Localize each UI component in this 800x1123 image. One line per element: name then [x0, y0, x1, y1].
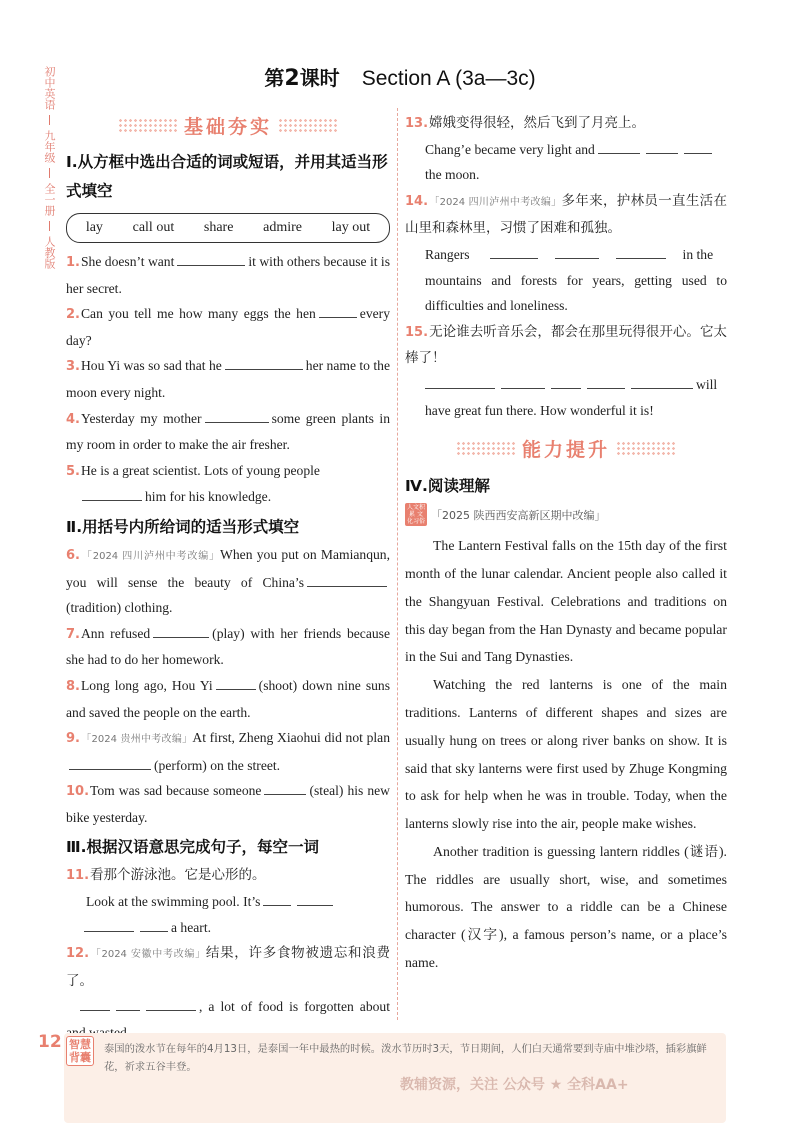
question-1: 1.She doesn’t want it with others because it is her secret. — [66, 254, 390, 296]
answer-blank[interactable] — [646, 140, 678, 154]
answer-blank[interactable] — [425, 375, 495, 389]
question-3: 3.Hou Yi was so sad that he her name to the moon every night. — [66, 358, 390, 400]
passage-paragraph: The Lantern Festival falls on the 15th day of the first month of the lunar calendar. Ancient people also called it the Shangyuan Festival. Celebrations and traditions on this day began from the Han Dynasty and became popular in the Sui and Tang Dynasties. — [405, 538, 727, 665]
answer-blank[interactable] — [307, 573, 387, 587]
answer-blank[interactable] — [140, 918, 168, 932]
answer-blank[interactable] — [501, 375, 545, 389]
question-15: 15.无论谁去听音乐会，都会在那里玩得很开心。它太棒了！ will have great fun there. How wonderful it is! — [405, 323, 727, 418]
question-7: 7.Ann refused (play) with her friends because she had to do her homework. — [66, 625, 390, 668]
source-tag: 「2024 贵州中考改编」 — [80, 734, 193, 746]
watermark: 教辅资源，关注 公众号 ★ 全科AA+ — [400, 1077, 629, 1093]
answer-blank[interactable] — [263, 892, 291, 906]
question-4: 4.Yesterday my mother some green plants in my room in order to make the air fresher. — [66, 410, 390, 453]
answer-blank[interactable] — [225, 356, 303, 370]
question-10: 10.Tom was sad because someone (steal) his new bike yesterday. — [66, 783, 390, 825]
reading-passage — [405, 532, 727, 977]
word-option: lay out — [331, 220, 371, 235]
word-box — [66, 213, 390, 243]
passage-paragraph: Another tradition is guessing lantern riddles (谜语). The riddles are usually short, wise, and sometimes humorous. The answer to a riddle can be a Chinese character (汉字), a famous person’s name, or a place’s name. — [405, 843, 727, 971]
answer-blank[interactable] — [555, 245, 599, 259]
word-option: lay — [85, 220, 103, 235]
passage-paragraph: Watching the red lanterns is one of the main traditions. Lanterns of different shapes and sizes are usually hung on trees or along river banks on show. It is said that sky lanterns were first used by Zhuge Kongming to ask for help when he was in trouble. Today, when the lanterns slowly rise into the air, people make wishes. — [405, 677, 727, 832]
source-tag: 「2024 四川泸州中考改编」 — [80, 550, 221, 562]
answer-blank[interactable] — [82, 487, 142, 501]
answer-blank[interactable] — [69, 756, 151, 770]
answer-blank[interactable] — [264, 781, 306, 795]
page-title: 第2课时 Section A (3a—3c) — [264, 66, 536, 91]
right-column — [405, 110, 727, 977]
answer-blank[interactable] — [116, 997, 140, 1011]
banner-basic: 基础夯实 — [66, 110, 390, 140]
section-title: Section A (3a—3c) — [361, 67, 536, 90]
side-label-edition: 人教版 — [43, 236, 57, 269]
question-6: 6.「2024 四川泸州中考改编」When you put on Mamianqun, you will sense the beauty of China’s(tradition) clothing. — [66, 546, 390, 616]
wisdom-badge: 智慧背囊 — [66, 1036, 94, 1066]
answer-blank[interactable] — [319, 304, 357, 318]
word-option: share — [203, 220, 234, 235]
part1-heading: Ⅰ.从方框中选出合适的词或短语，并用其适当形式填空 — [66, 153, 388, 200]
culture-badge: 人文积累 文化习俗 — [407, 504, 426, 526]
side-label-grade: 九年级 — [43, 130, 57, 163]
answer-blank[interactable] — [80, 997, 110, 1011]
word-option: call out — [132, 220, 175, 235]
question-13: 13.嫦娥变得很轻，然后飞到了月亮上。 Chang’e became very light and the moon. — [405, 110, 727, 188]
answer-blank[interactable] — [587, 375, 625, 389]
word-option: admire — [263, 220, 302, 235]
passage-source: 人文积累 文化习俗 「2025 陕西西安高新区期中改编」 — [407, 504, 606, 526]
answer-blank[interactable] — [616, 245, 666, 259]
answer-blank[interactable] — [598, 140, 640, 154]
question-11: 11.看那个游泳池。它是心形的。 Look at the swimming pool. It’s a heart. — [66, 862, 390, 940]
answer-blank[interactable] — [551, 375, 581, 389]
question-5: 5.He is a great scientist. Lots of young people him for his knowledge. — [66, 462, 320, 505]
banner-advanced: 能力提升 — [405, 433, 727, 463]
footer-note: 泰国的泼水节在每年的4月13日，是泰国一年中最热的时候。泼水节历时3天，节日期间，人们白天通常要到寺庙中堆沙塔，插彩旗鲜花，祈求五谷丰登。 — [104, 1043, 707, 1073]
part2-heading: Ⅱ.用括号内所给词的适当形式填空 — [66, 517, 300, 536]
question-8: 8.Long long ago, Hou Yi (shoot) down nine suns and saved the people on the earth. — [66, 677, 390, 720]
source-tag: 「2024 安徽中考改编」 — [90, 949, 206, 961]
question-12: 12.「2024 安徽中考改编」结果，许多食物被遗忘和浪费了。 , a lot of food is forgotten about — [66, 945, 390, 1015]
part4-heading: Ⅳ.阅读理解 — [405, 477, 490, 496]
question-9: 9.「2024 贵州中考改编」At first, Zheng Xiaohui did not plan(perform) on the street. — [66, 730, 390, 773]
side-label — [40, 66, 58, 269]
answer-blank[interactable] — [297, 892, 333, 906]
answer-blank[interactable] — [684, 140, 712, 154]
answer-blank[interactable] — [153, 624, 209, 638]
question-14: 14.「2024 四川泸州中考改编」多年来，护林员一直生活在山里和森林里，习惯了困难和孤独。 Rangers in the mountains and forests for years, getting used to difficulties and loneliness. — [405, 192, 727, 314]
left-column — [66, 110, 390, 1046]
answer-blank[interactable] — [490, 245, 538, 259]
side-label-subject: 初中英语 — [43, 66, 57, 110]
part3-heading: Ⅲ.根据汉语意思完成句子，每空一词 — [66, 838, 320, 857]
answer-blank[interactable] — [631, 375, 693, 389]
column-divider — [397, 108, 398, 1020]
source-tag: 「2024 四川泸州中考改编」 — [429, 196, 562, 208]
answer-blank[interactable] — [177, 252, 245, 266]
answer-blank[interactable] — [146, 997, 196, 1011]
answer-blank[interactable] — [216, 676, 256, 690]
side-label-volume: 全一册 — [43, 183, 57, 216]
answer-blank[interactable] — [205, 409, 269, 423]
page-number: 12 — [38, 1032, 62, 1052]
answer-blank[interactable] — [84, 918, 134, 932]
question-2: 2.Can you tell me how many eggs the hen every day? — [66, 306, 390, 348]
